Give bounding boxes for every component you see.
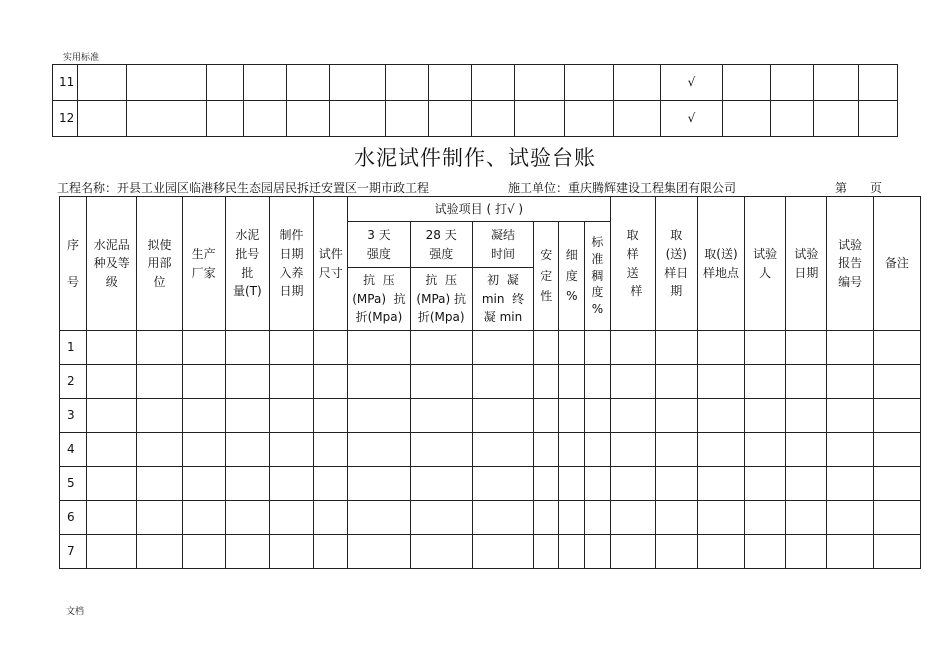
empty-cell [314, 467, 348, 501]
empty-cell [745, 433, 786, 467]
empty-cell [534, 365, 559, 399]
column-header-28day-sub: 抗 压 (MPa) 抗 折(Mpa) [410, 268, 472, 331]
empty-cell [697, 365, 744, 399]
empty-cell [534, 467, 559, 501]
empty-cell [585, 501, 610, 535]
empty-cell [873, 501, 920, 535]
row-number: 7 [60, 535, 87, 569]
empty-cell [87, 467, 137, 501]
empty-cell [610, 467, 655, 501]
column-header-3day-sub: 抗 压 (MPa) 抗 折(Mpa) [348, 268, 410, 331]
row-number: 4 [60, 433, 87, 467]
empty-cell [137, 433, 182, 467]
empty-cell [137, 535, 182, 569]
empty-cell [472, 433, 533, 467]
empty-cell [269, 433, 313, 467]
column-header-test-items: 试验项目 ( 打√ ) [348, 197, 610, 222]
column-header-setting-time: 凝结 时间 [472, 222, 533, 268]
empty-cell [655, 467, 697, 501]
empty-cell [225, 365, 269, 399]
empty-cell [225, 535, 269, 569]
empty-cell [137, 399, 182, 433]
cement-test-ledger-table [59, 196, 921, 569]
empty-cell [137, 331, 182, 365]
empty-cell [182, 331, 225, 365]
empty-cell [314, 331, 348, 365]
empty-cell [697, 501, 744, 535]
empty-cell [269, 365, 313, 399]
empty-cell [786, 399, 827, 433]
empty-cell [314, 535, 348, 569]
empty-cell [472, 331, 533, 365]
empty-cell [182, 501, 225, 535]
empty-cell [137, 501, 182, 535]
row-number: 12 [53, 101, 78, 137]
empty-cell [655, 433, 697, 467]
empty-cell [182, 399, 225, 433]
column-header-report-no: 试验 报告 编号 [827, 197, 873, 331]
empty-cell [585, 433, 610, 467]
empty-cell [655, 535, 697, 569]
column-header-sample-place: 取(送) 样地点 [697, 197, 744, 331]
page-number: 第 页 [835, 181, 882, 195]
table-header-row [60, 197, 921, 222]
column-header-sample: 取 样 送 样 [610, 197, 655, 331]
header-text: 实用标准 [63, 53, 100, 63]
check-mark: √ [661, 65, 723, 101]
empty-cell [559, 535, 585, 569]
empty-cell [559, 331, 585, 365]
empty-cell [314, 501, 348, 535]
empty-cell [348, 331, 410, 365]
empty-cell [655, 399, 697, 433]
column-header-remarks: 备注 [873, 197, 920, 331]
column-header-make-date: 制件 日期 入养 日期 [269, 197, 313, 331]
column-header-test-date: 试验 日期 [786, 197, 827, 331]
page-title: 水泥试件制作、试验台账 [354, 146, 596, 170]
empty-cell [655, 365, 697, 399]
empty-cell [314, 433, 348, 467]
empty-cell [585, 467, 610, 501]
empty-cell [585, 331, 610, 365]
empty-cell [786, 501, 827, 535]
empty-cell [559, 501, 585, 535]
column-header-cement-grade: 水泥品 种及等 级 [87, 197, 137, 331]
empty-cell [87, 535, 137, 569]
empty-cell [827, 535, 873, 569]
empty-cell [697, 535, 744, 569]
empty-cell [472, 467, 533, 501]
row-number: 3 [60, 399, 87, 433]
empty-cell [827, 399, 873, 433]
empty-cell [472, 365, 533, 399]
column-header-28day: 28 天 强度 [410, 222, 472, 268]
column-header-tester: 试验 人 [745, 197, 786, 331]
empty-cell [87, 433, 137, 467]
empty-cell [559, 399, 585, 433]
empty-cell [559, 365, 585, 399]
construction-unit: 施工单位：重庆腾辉建设工程集团有限公司 [508, 181, 737, 195]
empty-cell [786, 467, 827, 501]
row-number: 2 [60, 365, 87, 399]
empty-cell [182, 365, 225, 399]
empty-cell [348, 399, 410, 433]
empty-cell [314, 365, 348, 399]
check-mark: √ [661, 101, 723, 137]
empty-cell [559, 467, 585, 501]
empty-cell [534, 501, 559, 535]
empty-cell [182, 433, 225, 467]
row-number: 5 [60, 467, 87, 501]
empty-cell [786, 535, 827, 569]
table-row [60, 365, 921, 399]
column-header-setting-sub: 初 凝 min 终 凝 min [472, 268, 533, 331]
empty-cell [697, 331, 744, 365]
empty-cell [137, 467, 182, 501]
empty-cell [534, 433, 559, 467]
empty-cell [225, 433, 269, 467]
footer-text: 文档 [66, 607, 85, 617]
row-number: 11 [53, 65, 78, 101]
empty-cell [269, 331, 313, 365]
empty-cell [559, 433, 585, 467]
empty-cell [585, 399, 610, 433]
column-header-specimen-size: 试件 尺寸 [314, 197, 348, 331]
empty-cell [182, 535, 225, 569]
empty-cell [610, 433, 655, 467]
empty-cell [786, 331, 827, 365]
column-header-manufacturer: 生产 厂家 [182, 197, 225, 331]
empty-cell [745, 467, 786, 501]
empty-cell [585, 365, 610, 399]
table-row [60, 433, 921, 467]
empty-cell [225, 501, 269, 535]
empty-cell [534, 399, 559, 433]
empty-cell [137, 365, 182, 399]
empty-cell [610, 535, 655, 569]
empty-cell [410, 501, 472, 535]
column-header-soundness: 安 定 性 [534, 222, 559, 331]
empty-cell [348, 433, 410, 467]
empty-cell [873, 399, 920, 433]
empty-cell [269, 399, 313, 433]
empty-cell [873, 331, 920, 365]
empty-cell [610, 331, 655, 365]
empty-cell [410, 331, 472, 365]
project-name: 工程名称：开县工业园区临港移民生态园居民拆迁安置区一期市政工程 [57, 181, 430, 195]
empty-cell [410, 365, 472, 399]
empty-cell [827, 331, 873, 365]
empty-cell [87, 331, 137, 365]
empty-cell [697, 399, 744, 433]
empty-cell [225, 467, 269, 501]
empty-cell [697, 467, 744, 501]
row-number: 1 [60, 331, 87, 365]
empty-cell [534, 331, 559, 365]
table-row [60, 331, 921, 365]
empty-cell [472, 535, 533, 569]
column-header-seq: 序 号 [60, 197, 87, 331]
empty-cell [745, 399, 786, 433]
empty-cell [182, 467, 225, 501]
empty-cell [534, 535, 559, 569]
empty-cell [348, 365, 410, 399]
row-number: 6 [60, 501, 87, 535]
empty-cell [827, 433, 873, 467]
empty-cell [697, 433, 744, 467]
empty-cell [348, 501, 410, 535]
empty-cell [655, 331, 697, 365]
empty-cell [786, 433, 827, 467]
empty-cell [610, 501, 655, 535]
column-header-consistency: 标 准 稠 度 % [585, 222, 610, 331]
empty-cell [472, 501, 533, 535]
table-row [53, 65, 898, 101]
empty-cell [610, 365, 655, 399]
empty-cell [585, 535, 610, 569]
empty-cell [87, 365, 137, 399]
empty-cell [873, 535, 920, 569]
empty-cell [786, 365, 827, 399]
previous-page-table [52, 64, 898, 137]
column-header-fineness: 细 度 % [559, 222, 585, 331]
empty-cell [225, 399, 269, 433]
table-row [60, 399, 921, 433]
empty-cell [745, 331, 786, 365]
empty-cell [655, 501, 697, 535]
empty-cell [745, 535, 786, 569]
empty-cell [225, 331, 269, 365]
column-header-use-part: 拟使 用部 位 [137, 197, 182, 331]
table-row [60, 467, 921, 501]
empty-cell [87, 501, 137, 535]
empty-cell [745, 365, 786, 399]
table-row [60, 535, 921, 569]
empty-cell [348, 535, 410, 569]
empty-cell [873, 365, 920, 399]
empty-cell [269, 467, 313, 501]
empty-cell [269, 501, 313, 535]
empty-cell [827, 501, 873, 535]
column-header-3day: 3 天 强度 [348, 222, 410, 268]
empty-cell [269, 535, 313, 569]
empty-cell [314, 399, 348, 433]
empty-cell [410, 467, 472, 501]
empty-cell [873, 467, 920, 501]
empty-cell [827, 467, 873, 501]
empty-cell [410, 399, 472, 433]
table-row [60, 501, 921, 535]
column-header-batch: 水泥 批号 批 量(T) [225, 197, 269, 331]
empty-cell [410, 433, 472, 467]
empty-cell [610, 399, 655, 433]
empty-cell [410, 535, 472, 569]
empty-cell [827, 365, 873, 399]
empty-cell [87, 399, 137, 433]
empty-cell [745, 501, 786, 535]
empty-cell [348, 467, 410, 501]
table-row [53, 101, 898, 137]
empty-cell [472, 399, 533, 433]
empty-cell [873, 433, 920, 467]
column-header-sample-date: 取 (送) 样日 期 [655, 197, 697, 331]
